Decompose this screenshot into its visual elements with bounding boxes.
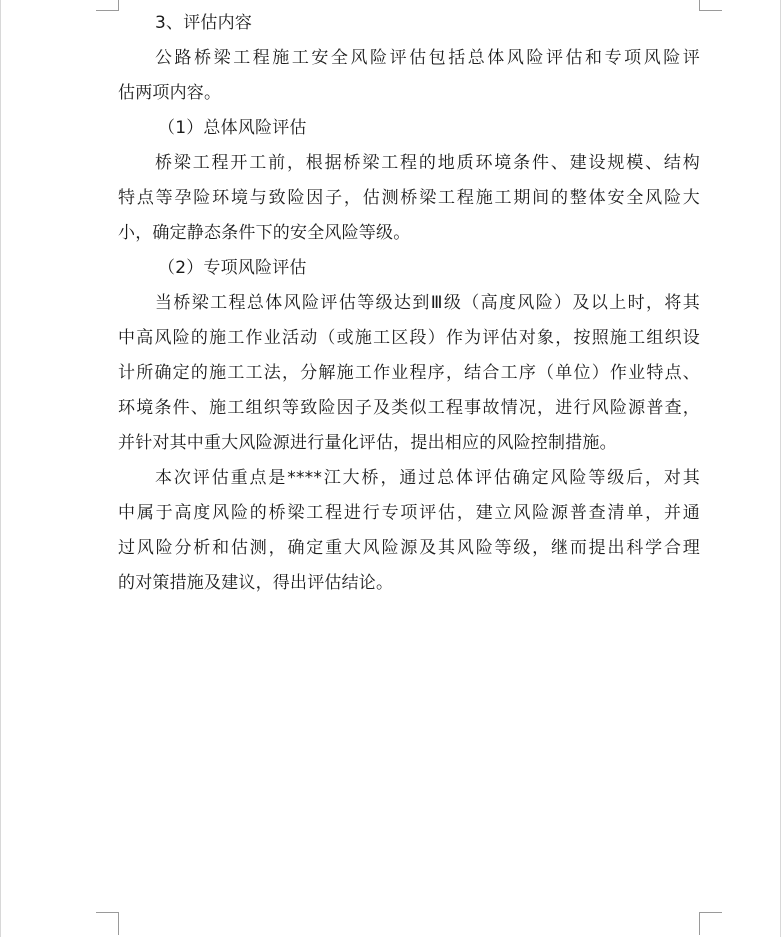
paragraph-line: 估两项内容。 (118, 83, 222, 103)
margin-corner-top-left (96, 0, 119, 11)
margin-corner-bottom-right (699, 912, 722, 935)
paragraph-line: 环境条件、施工组织等致险因子及类似工程事故情况，进行风险源普查， (118, 398, 700, 418)
paragraph-line: 公路桥梁工程施工安全风险评估包括总体风险评估和专项风险评 (155, 48, 700, 68)
paragraph-line: 特点等孕险环境与致险因子，估测桥梁工程施工期间的整体安全风险大 (118, 188, 700, 208)
paragraph-line: 中属于高度风险的桥梁工程进行专项评估，建立风险源普查清单，并通 (118, 503, 700, 523)
paragraph-line: 当桥梁工程总体风险评估等级达到Ⅲ级（高度风险）及以上时，将其 (155, 293, 700, 313)
page-left-edge (0, 0, 1, 937)
paragraph-line: 过风险分析和估测，确定重大风险源及其风险等级，继而提出科学合理 (118, 538, 700, 558)
margin-corner-bottom-left (96, 912, 119, 935)
paragraph-line: 小，确定静态条件下的安全风险等级。 (118, 223, 411, 243)
subsection-heading-overall: （1）总体风险评估 (158, 118, 307, 138)
section-heading: 3、评估内容 (155, 13, 253, 33)
document-body (118, 6, 700, 601)
paragraph-line: 的对策措施及建议，得出评估结论。 (118, 573, 394, 593)
paragraph-line: 计所确定的施工工法，分解施工作业程序，结合工序（单位）作业特点、 (118, 363, 700, 383)
paragraph-line: 本次评估重点是****江大桥，通过总体评估确定风险等级后，对其 (155, 468, 700, 488)
margin-corner-top-right (699, 0, 722, 11)
paragraph-line: 桥梁工程开工前，根据桥梁工程的地质环境条件、建设规模、结构 (155, 153, 700, 173)
paragraph-line: 中高风险的施工作业活动（或施工区段）作为评估对象，按照施工组织设 (118, 328, 700, 348)
subsection-heading-special: （2）专项风险评估 (158, 258, 307, 278)
paragraph-line: 并针对其中重大风险源进行量化评估，提出相应的风险控制措施。 (118, 433, 617, 453)
